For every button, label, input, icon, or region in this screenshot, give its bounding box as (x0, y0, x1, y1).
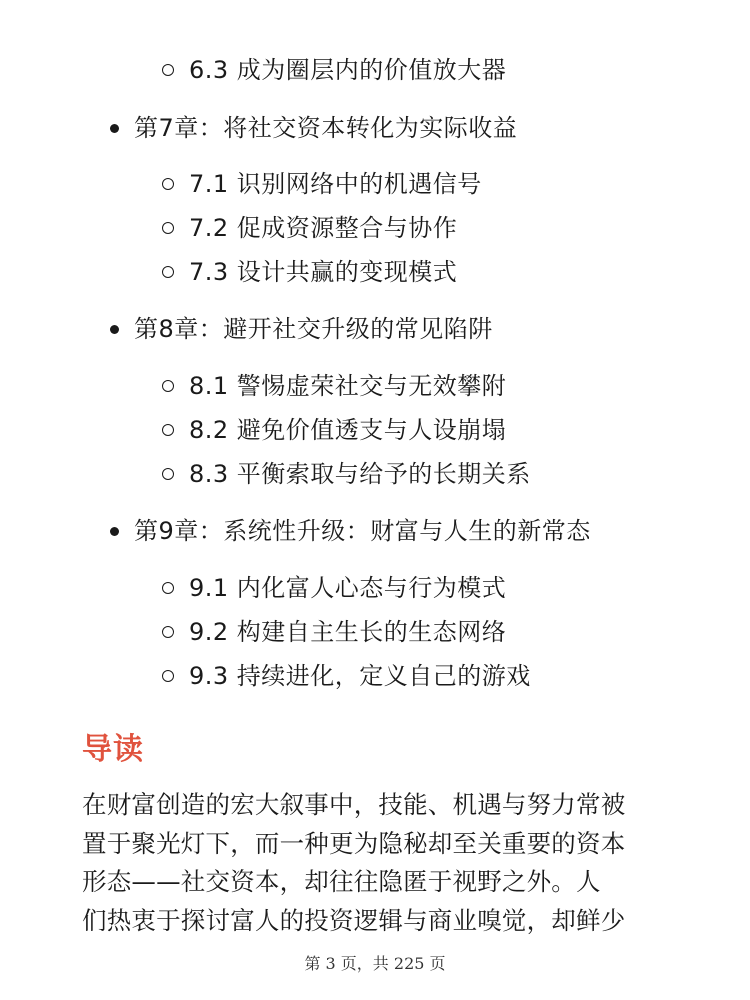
section-heading: 导读 (82, 732, 144, 767)
hollow-bullet-icon (162, 670, 174, 682)
paragraph-line: 形态——社交资本，却往往隐匿于视野之外。人 (82, 867, 601, 896)
paragraph-line: 在财富创造的宏大叙事中，技能、机遇与努力常被 (82, 790, 626, 819)
hollow-bullet-icon (162, 64, 174, 76)
page-number-footer: 第 3 页，共 225 页 (304, 954, 446, 973)
toc-section-item (162, 454, 531, 494)
toc-item-text: 6.3 成为圈层内的价值放大器 (189, 56, 507, 84)
toc-item-text: 8.2 避免价值透支与人设崩塌 (189, 416, 507, 444)
hollow-bullet-icon (162, 424, 174, 436)
toc-section-item (162, 208, 457, 248)
intro-paragraph (82, 786, 682, 940)
hollow-bullet-icon (162, 626, 174, 638)
toc-item-text: 7.1 识别网络中的机遇信号 (189, 170, 482, 198)
toc-item-text: 7.3 设计共赢的变现模式 (189, 258, 458, 286)
toc-item-text: 第9章：系统性升级：财富与人生的新常态 (134, 517, 591, 545)
toc-section-item (162, 568, 506, 608)
toc-item-text: 8.3 平衡索取与给予的长期关系 (189, 460, 531, 488)
toc-section-item (162, 366, 506, 406)
toc-chapter-item (110, 309, 493, 349)
hollow-bullet-icon (162, 468, 174, 480)
filled-bullet-icon (110, 325, 119, 334)
toc-section-item (162, 410, 506, 450)
toc-item-text: 8.1 警惕虚荣社交与无效攀附 (189, 372, 507, 400)
toc-chapter-item (110, 511, 591, 551)
hollow-bullet-icon (162, 380, 174, 392)
toc-item-text: 9.1 内化富人心态与行为模式 (189, 574, 507, 602)
toc-section-item (162, 50, 506, 90)
toc-section-item (162, 612, 506, 652)
toc-item-text: 第7章：将社交资本转化为实际收益 (134, 114, 518, 142)
paragraph-line: 置于聚光灯下，而一种更为隐秘却至关重要的资本 (82, 828, 626, 858)
toc-section-item (162, 656, 531, 696)
toc-item-text: 9.2 构建自主生长的生态网络 (189, 618, 507, 646)
toc-section-item (162, 164, 482, 204)
paragraph-line: 们热衷于探讨富人的投资逻辑与商业嗅觉，却鲜少 (82, 905, 626, 935)
filled-bullet-icon (110, 124, 119, 133)
hollow-bullet-icon (162, 266, 174, 278)
toc-item-text: 9.3 持续进化，定义自己的游戏 (189, 662, 531, 690)
filled-bullet-icon (110, 527, 119, 536)
toc-section-item (162, 252, 457, 292)
hollow-bullet-icon (162, 582, 174, 594)
hollow-bullet-icon (162, 222, 174, 234)
toc-item-text: 7.2 促成资源整合与协作 (189, 214, 458, 242)
hollow-bullet-icon (162, 178, 174, 190)
toc-chapter-item (110, 108, 517, 148)
toc-item-text: 第8章：避开社交升级的常见陷阱 (134, 315, 493, 343)
